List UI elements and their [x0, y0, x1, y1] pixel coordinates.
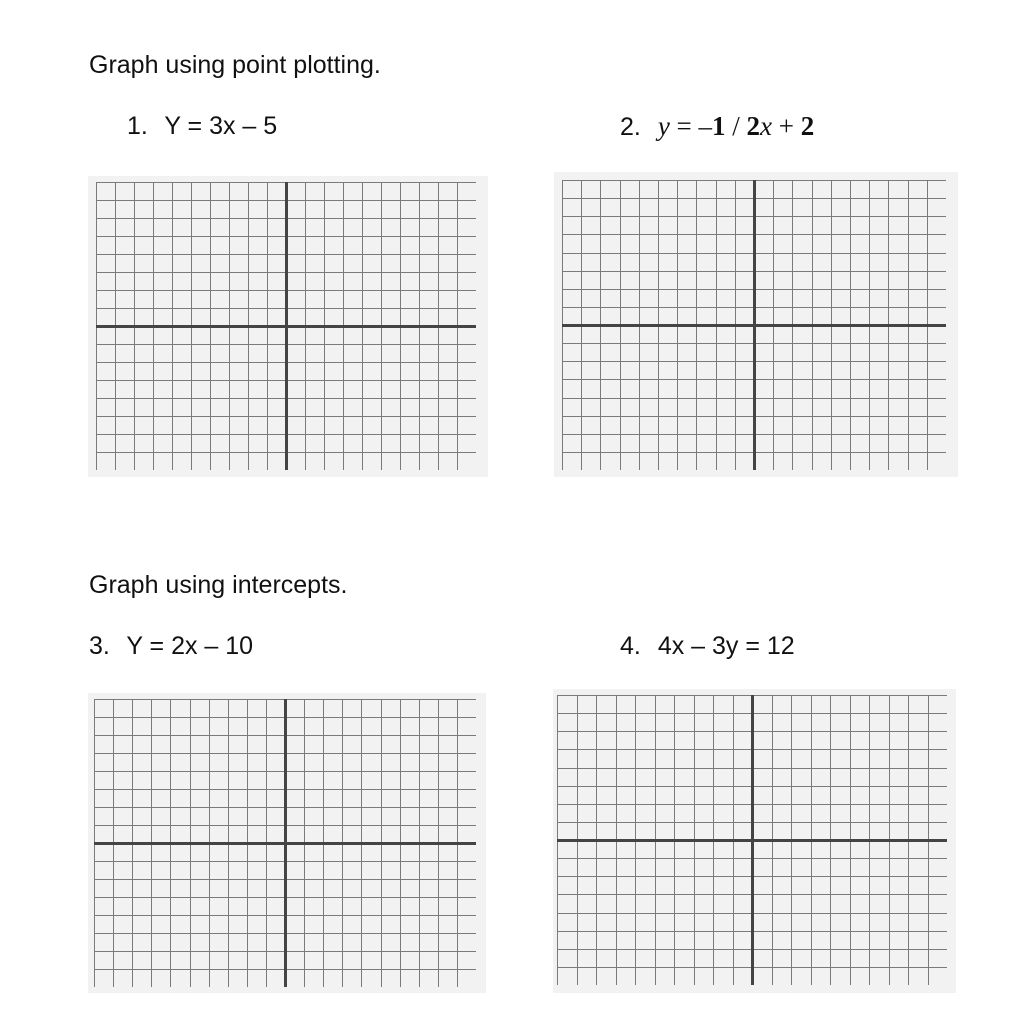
eq-slash: /: [725, 111, 747, 141]
grid-svg-4: [557, 695, 947, 985]
problem-1: [127, 112, 277, 141]
problem-2: [620, 111, 814, 142]
problem-1-number: 1.: [127, 112, 148, 140]
problem-2-number: 2.: [620, 113, 641, 141]
problem-2-equation: [658, 111, 814, 141]
eq-one: 1: [712, 111, 726, 141]
graph-grid-3: [88, 693, 486, 993]
eq-x: x: [760, 111, 773, 141]
eq-y: y: [657, 111, 670, 141]
grid-svg-3: [94, 699, 476, 987]
problem-4: [620, 632, 795, 661]
grid-svg-1: [96, 182, 476, 470]
section-heading-intercepts: Graph using intercepts.: [89, 571, 348, 599]
graph-grid-1: [88, 176, 488, 477]
eq-const: 2: [800, 111, 815, 141]
problem-3-number: 3.: [89, 632, 110, 660]
eq-equals: = –: [669, 111, 713, 141]
section-heading-point-plotting: Graph using point plotting.: [89, 51, 381, 79]
problem-1-equation: Y = 3x – 5: [164, 112, 278, 140]
problem-3-equation: Y = 2x – 10: [126, 632, 254, 660]
problem-4-equation: 4x – 3y = 12: [657, 632, 795, 660]
eq-plus: +: [772, 111, 801, 141]
eq-two: 2: [746, 111, 761, 141]
problem-3: [89, 632, 253, 661]
graph-grid-4: [553, 689, 956, 993]
grid-svg-2: [562, 180, 946, 470]
problem-4-number: 4.: [620, 632, 641, 660]
graph-grid-2: [554, 172, 958, 477]
